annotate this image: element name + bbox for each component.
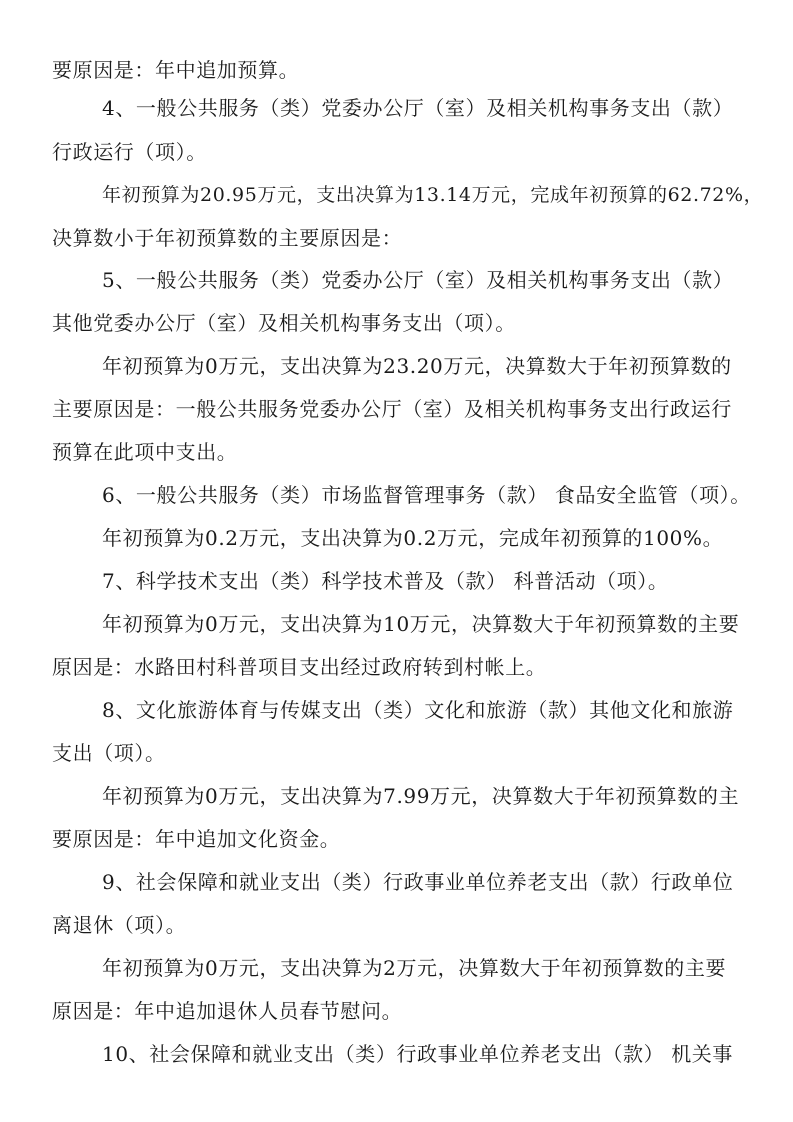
text-line: 原因是：水路田村科普项目支出经过政府转到村帐上。 [52,655,547,679]
text-line: 决算数小于年初预算数的主要原因是： [52,226,403,250]
paragraph-text: 年初预算为0.2万元，支出决算为0.2万元，完成年初预算的100%。 [102,526,724,550]
paragraph-text: 年初预算为0万元，支出决算为2万元，决算数大于年初预算数的主要 [102,956,727,980]
text-line: 离退休（项）。 [52,913,187,937]
paragraph-heading: 7、科学技术支出（类）科学技术普及（款） 科普活动（项）。 [102,569,669,593]
paragraph-heading: 5、一般公共服务（类）党委办公厅（室）及相关机构事务支出（款） [102,268,734,292]
text-line: 预算在此项中支出。 [52,440,238,464]
text-line: 行政运行（项）。 [52,140,207,164]
text-line: 支出（项）。 [52,741,166,765]
text-line: 原因是：年中追加退休人员春节慰问。 [52,999,403,1023]
paragraph-text: 年初预算为20.95万元，支出决算为13.14万元，完成年初预算的62.72%， [102,184,764,206]
paragraph-text: 年初预算为0万元，支出决算为7.99万元，决算数大于年初预算数的主 [102,784,740,808]
paragraph-heading: 6、一般公共服务（类）市场监督管理事务（款） 食品安全监管（项）。 [102,483,751,507]
text-line: 主要原因是：一般公共服务党委办公厅（室）及相关机构事务支出行政运行 [52,397,732,421]
paragraph-heading: 4、一般公共服务（类）党委办公厅（室）及相关机构事务支出（款） [102,96,734,120]
paragraph-text: 年初预算为0万元，支出决算为10万元，决算数大于年初预算数的主要 [102,612,740,636]
text-line: 要原因是：年中追加预算。 [52,58,300,82]
text-line: 其他党委办公厅（室）及相关机构事务支出（项）。 [52,311,516,335]
paragraph-text: 年初预算为0万元，支出决算为23.20万元，决算数大于年初预算数的 [102,354,732,378]
paragraph-heading: 8、文化旅游体育与传媒支出（类）文化和旅游（款）其他文化和旅游 [102,698,734,722]
paragraph-heading: 10、社会保障和就业支出（类）行政事业单位养老支出（款） 机关事 [102,1042,734,1066]
text-line: 要原因是：年中追加文化资金。 [52,827,341,851]
paragraph-heading: 9、社会保障和就业支出（类）行政事业单位养老支出（款）行政单位 [102,870,734,894]
